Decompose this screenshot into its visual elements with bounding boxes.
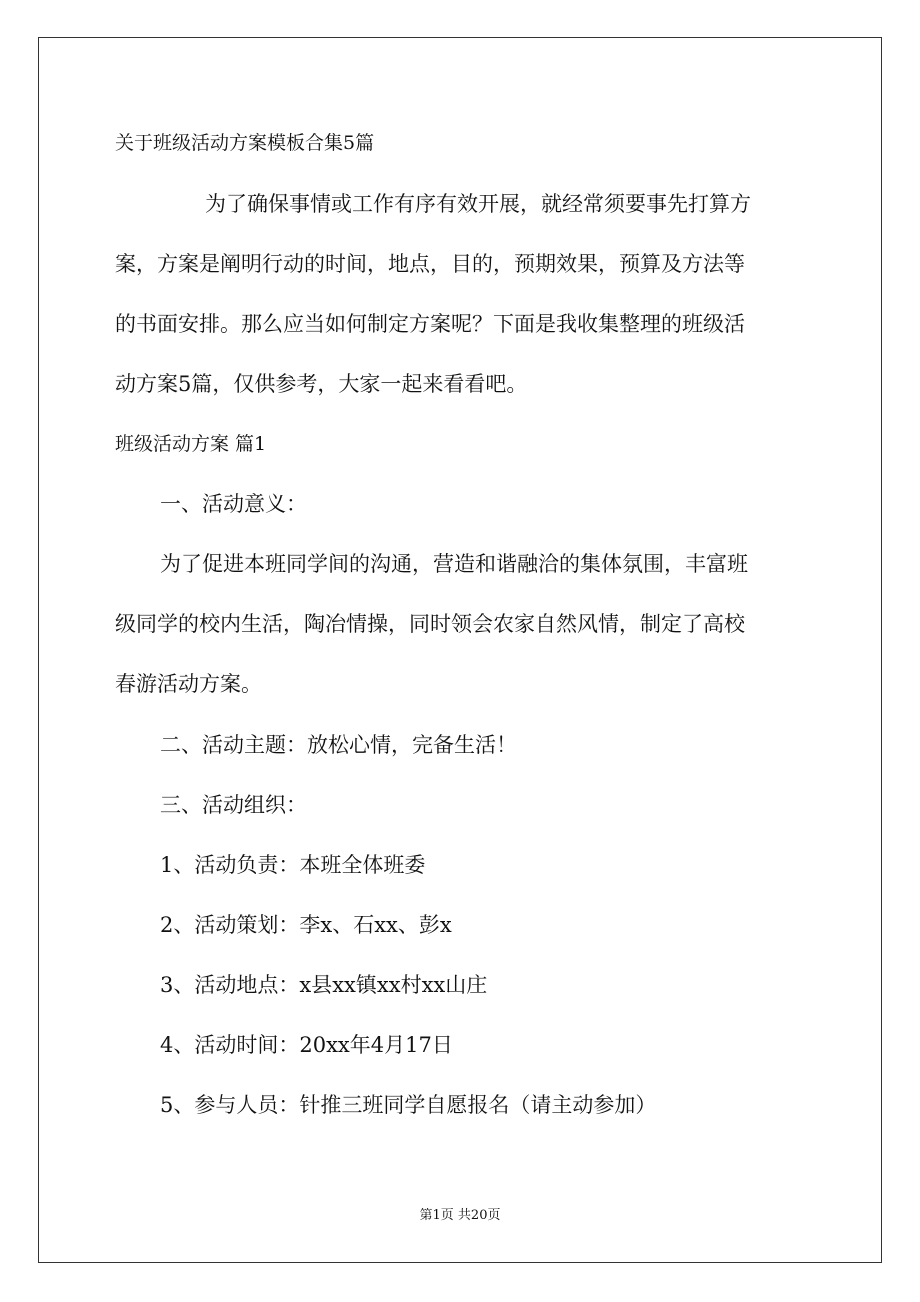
list-item: 2、活动策划：李x、石xx、彭x <box>160 913 452 937</box>
list-item: 4、活动时间：20xx年4月17日 <box>160 1033 453 1057</box>
list-item: 1、活动负责：本班全体班委 <box>160 853 426 877</box>
list-item: 3、活动地点：x县xx镇xx村xx山庄 <box>160 973 488 997</box>
meaning-heading: 一、活动意义： <box>160 492 307 516</box>
intro-line-2: 案，方案是阐明行动的时间，地点，目的，预期效果，预算及方法等 <box>115 252 745 276</box>
page-frame <box>38 37 882 1263</box>
meaning-line-3: 春游活动方案。 <box>115 672 262 696</box>
document-title: 关于班级活动方案模板合集5篇 <box>115 132 375 154</box>
intro-line-1: 为了确保事情或工作有序有效开展，就经常须要事先打算方 <box>205 192 751 216</box>
organization-heading: 三、活动组织： <box>160 793 307 817</box>
page-footer: 第1页 共20页 <box>419 1208 501 1223</box>
intro-line-4: 动方案5篇，仅供参考，大家一起来看看吧。 <box>115 372 528 396</box>
section-heading: 班级活动方案 篇1 <box>115 433 267 455</box>
theme-line: 二、活动主题：放松心情，完备生活！ <box>160 733 517 757</box>
meaning-line-2: 级同学的校内生活，陶冶情操，同时领会农家自然风情，制定了高校 <box>115 612 745 636</box>
meaning-line-1: 为了促进本班同学间的沟通，营造和谐融洽的集体氛围，丰富班 <box>160 552 748 576</box>
intro-line-3: 的书面安排。那么应当如何制定方案呢？下面是我收集整理的班级活 <box>115 312 745 336</box>
list-item: 5、参与人员：针推三班同学自愿报名（请主动参加） <box>160 1093 657 1117</box>
